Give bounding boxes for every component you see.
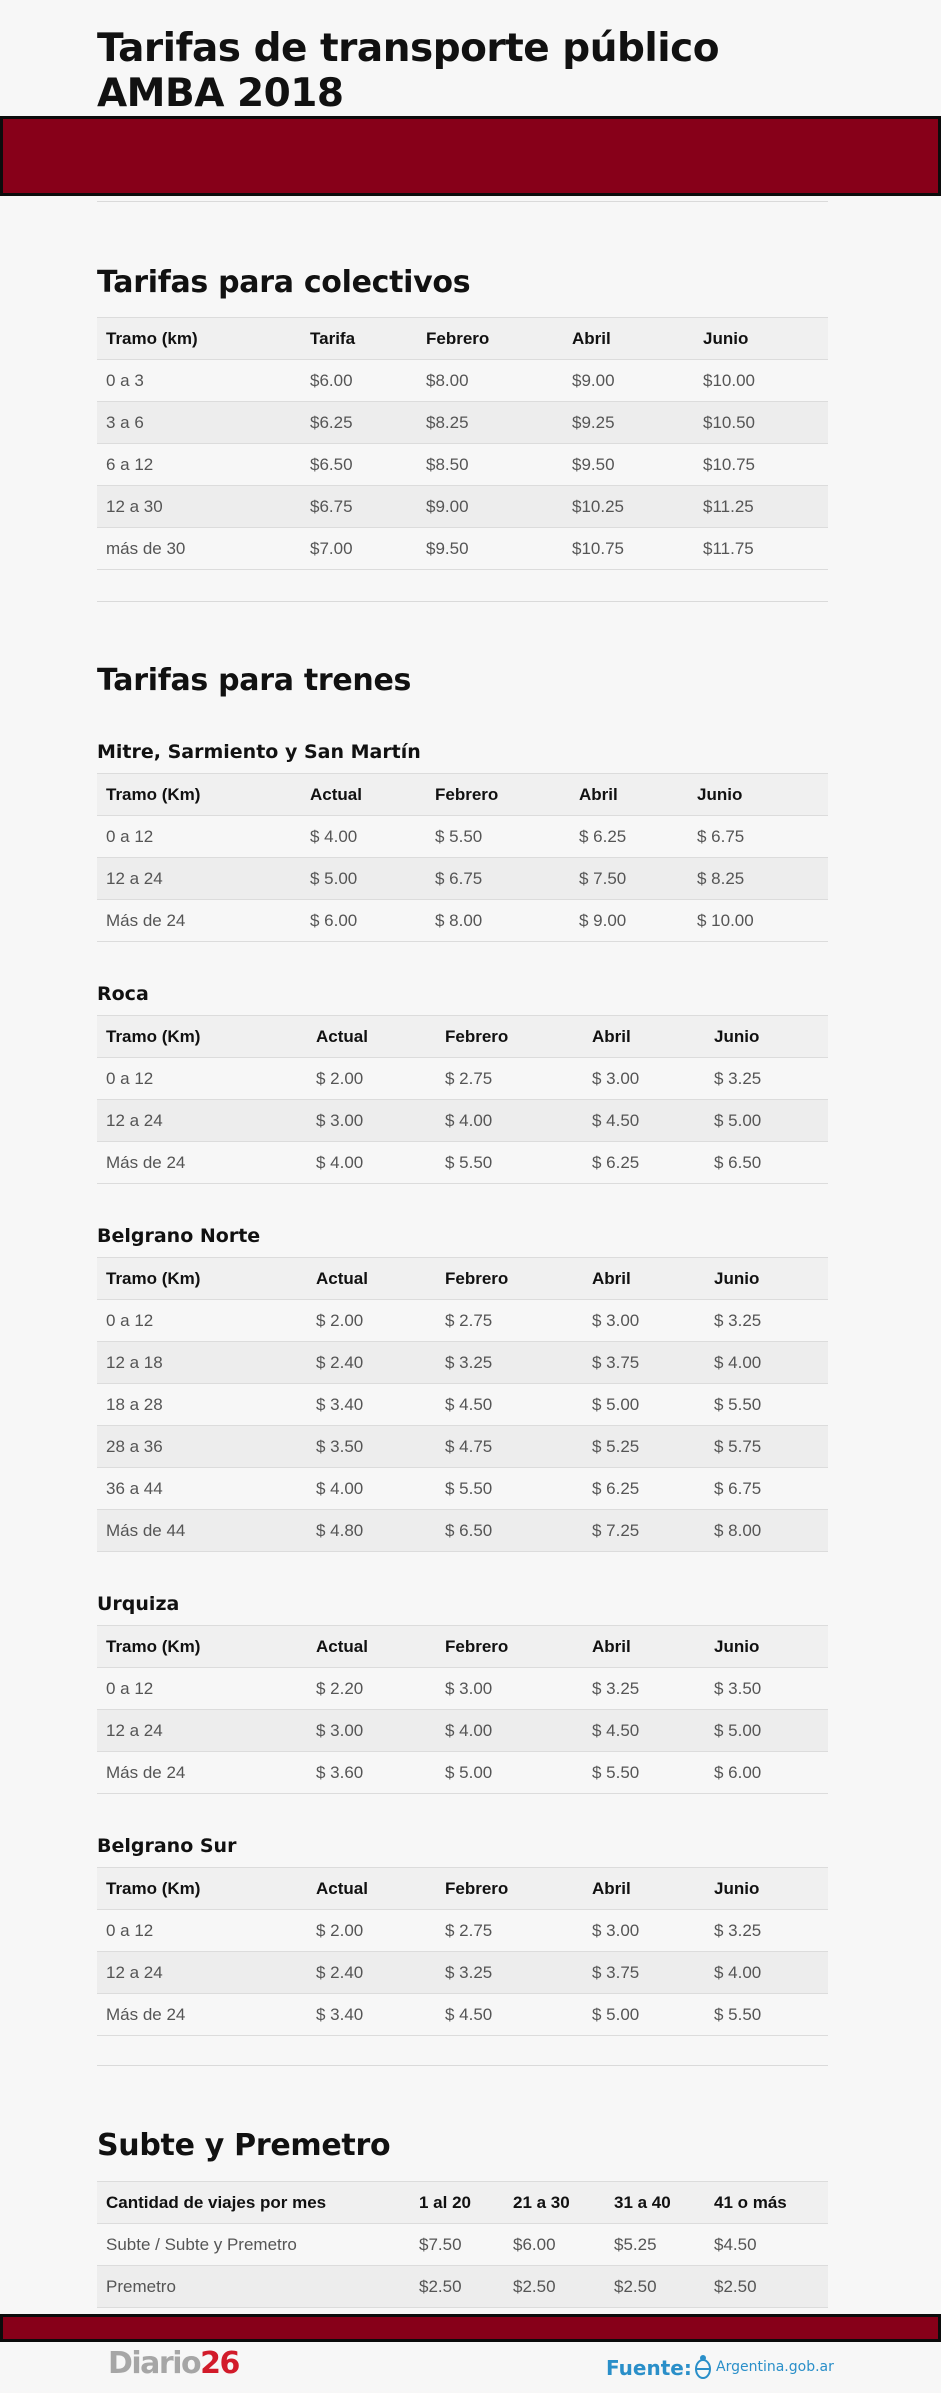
column-header: Febrero bbox=[436, 1016, 583, 1058]
table-header-row bbox=[97, 1016, 828, 1058]
table-cell: $ 4.00 bbox=[307, 1468, 436, 1510]
table-cell: 0 a 12 bbox=[97, 1668, 307, 1710]
table-cell: $ 2.75 bbox=[436, 1910, 583, 1952]
table-cell: $6.75 bbox=[301, 486, 417, 528]
table-cell: Más de 24 bbox=[97, 1752, 307, 1794]
table-cell: $ 4.50 bbox=[583, 1100, 705, 1142]
table-cell: $ 3.00 bbox=[583, 1058, 705, 1100]
table-cell: $ 3.00 bbox=[583, 1300, 705, 1342]
section-title-subte: Subte y Premetro bbox=[97, 2128, 391, 2163]
table-cell: $9.00 bbox=[563, 360, 694, 402]
line-title-roca: Roca bbox=[97, 983, 149, 1005]
page-title: Tarifas de transporte público AMBA 2018 bbox=[97, 26, 720, 116]
table-cell: $10.25 bbox=[563, 486, 694, 528]
table-row bbox=[97, 1668, 828, 1710]
table-row bbox=[97, 1994, 828, 2036]
column-header: Tramo (Km) bbox=[97, 1626, 307, 1668]
table-cell: $ 2.00 bbox=[307, 1300, 436, 1342]
table-row bbox=[97, 1510, 828, 1552]
table-cell: $ 4.50 bbox=[436, 1384, 583, 1426]
table-cell: $ 9.00 bbox=[570, 900, 688, 942]
table-row bbox=[97, 1426, 828, 1468]
table-cell: 12 a 30 bbox=[97, 486, 301, 528]
table-cell: $ 6.50 bbox=[705, 1142, 828, 1184]
table-cell: 0 a 12 bbox=[97, 816, 301, 858]
line-title-belgrano-norte: Belgrano Norte bbox=[97, 1225, 261, 1247]
column-header: Tramo (Km) bbox=[97, 1258, 307, 1300]
section-title-trenes: Tarifas para trenes bbox=[97, 663, 412, 698]
table-cell: $8.50 bbox=[417, 444, 563, 486]
table-cell: $ 4.00 bbox=[307, 1142, 436, 1184]
column-header: Tramo (Km) bbox=[97, 774, 301, 816]
table-cell: $11.25 bbox=[694, 486, 828, 528]
table-row bbox=[97, 1058, 828, 1100]
table-cell: $ 3.50 bbox=[705, 1668, 828, 1710]
table-row bbox=[97, 528, 828, 570]
table-cell: $ 5.00 bbox=[583, 1994, 705, 2036]
table-cell: $ 5.25 bbox=[583, 1426, 705, 1468]
table-cell: $6.00 bbox=[301, 360, 417, 402]
argentina-coat-of-arms-icon bbox=[694, 2354, 712, 2380]
bottom-banner bbox=[0, 2314, 941, 2342]
table-row bbox=[97, 1710, 828, 1752]
table-urquiza bbox=[97, 1625, 828, 1794]
column-header: 1 al 20 bbox=[410, 2182, 504, 2224]
column-header: Actual bbox=[307, 1258, 436, 1300]
table-cell: 3 a 6 bbox=[97, 402, 301, 444]
source-label: Fuente: bbox=[606, 2356, 692, 2380]
table-cell: $ 3.40 bbox=[307, 1994, 436, 2036]
top-banner bbox=[0, 116, 941, 196]
diario26-logo bbox=[108, 2344, 239, 2384]
table-row bbox=[97, 2224, 828, 2266]
table-cell: $6.25 bbox=[301, 402, 417, 444]
table-row bbox=[97, 1342, 828, 1384]
table-cell: $ 3.50 bbox=[307, 1426, 436, 1468]
table-cell: $ 8.00 bbox=[705, 1510, 828, 1552]
table-cell: $ 5.75 bbox=[705, 1426, 828, 1468]
table-cell: $ 7.50 bbox=[570, 858, 688, 900]
table-cell: $ 2.00 bbox=[307, 1910, 436, 1952]
column-header: Tramo (Km) bbox=[97, 1868, 307, 1910]
table-cell: $2.50 bbox=[410, 2266, 504, 2308]
table-row bbox=[97, 1384, 828, 1426]
table-row bbox=[97, 360, 828, 402]
table-cell: $ 3.00 bbox=[436, 1668, 583, 1710]
table-cell: $ 8.00 bbox=[426, 900, 570, 942]
table-row bbox=[97, 900, 828, 942]
table-cell: $ 6.75 bbox=[705, 1468, 828, 1510]
table-row bbox=[97, 1952, 828, 1994]
divider bbox=[97, 601, 828, 602]
column-header: Actual bbox=[307, 1626, 436, 1668]
logo-number: 26 bbox=[200, 2346, 239, 2381]
table-cell: $ 3.25 bbox=[583, 1668, 705, 1710]
table-cell: $ 6.25 bbox=[583, 1142, 705, 1184]
table-cell: 0 a 12 bbox=[97, 1910, 307, 1952]
column-header: Febrero bbox=[426, 774, 570, 816]
column-header: Actual bbox=[307, 1868, 436, 1910]
table-cell: $ 6.25 bbox=[570, 816, 688, 858]
table-mitre bbox=[97, 773, 828, 942]
table-cell: $6.50 bbox=[301, 444, 417, 486]
table-cell: 28 a 36 bbox=[97, 1426, 307, 1468]
column-header: Abril bbox=[570, 774, 688, 816]
table-cell: $6.00 bbox=[504, 2224, 605, 2266]
divider bbox=[97, 201, 828, 202]
table-cell: 0 a 3 bbox=[97, 360, 301, 402]
table-cell: $10.00 bbox=[694, 360, 828, 402]
table-cell: $9.25 bbox=[563, 402, 694, 444]
table-cell: Subte / Subte y Premetro bbox=[97, 2224, 410, 2266]
table-cell: $ 6.75 bbox=[426, 858, 570, 900]
table-cell: $ 2.75 bbox=[436, 1300, 583, 1342]
table-row bbox=[97, 1468, 828, 1510]
table-cell: 12 a 18 bbox=[97, 1342, 307, 1384]
table-cell: $ 3.25 bbox=[436, 1342, 583, 1384]
table-cell: $ 5.50 bbox=[583, 1752, 705, 1794]
table-cell: $ 6.50 bbox=[436, 1510, 583, 1552]
table-cell: $2.50 bbox=[504, 2266, 605, 2308]
table-cell: $ 3.25 bbox=[705, 1910, 828, 1952]
table-row bbox=[97, 486, 828, 528]
table-cell: $ 7.25 bbox=[583, 1510, 705, 1552]
table-cell: $ 5.50 bbox=[705, 1994, 828, 2036]
table-cell: $ 4.75 bbox=[436, 1426, 583, 1468]
table-cell: $4.50 bbox=[705, 2224, 828, 2266]
table-cell: $8.25 bbox=[417, 402, 563, 444]
column-header: Abril bbox=[583, 1016, 705, 1058]
table-cell: 12 a 24 bbox=[97, 858, 301, 900]
table-cell: $ 4.50 bbox=[583, 1710, 705, 1752]
table-cell: $ 3.00 bbox=[307, 1710, 436, 1752]
table-cell: $11.75 bbox=[694, 528, 828, 570]
table-row bbox=[97, 816, 828, 858]
table-cell: $ 4.50 bbox=[436, 1994, 583, 2036]
table-cell: Más de 24 bbox=[97, 900, 301, 942]
table-header-row bbox=[97, 1868, 828, 1910]
table-cell: $10.75 bbox=[563, 528, 694, 570]
column-header: Febrero bbox=[436, 1258, 583, 1300]
table-cell: $2.50 bbox=[705, 2266, 828, 2308]
table-row bbox=[97, 444, 828, 486]
table-cell: $ 4.00 bbox=[436, 1100, 583, 1142]
table-row bbox=[97, 402, 828, 444]
table-cell: $ 3.00 bbox=[307, 1100, 436, 1142]
column-header: Febrero bbox=[436, 1626, 583, 1668]
table-cell: $ 5.00 bbox=[583, 1384, 705, 1426]
table-cell: 36 a 44 bbox=[97, 1468, 307, 1510]
table-cell: $ 6.25 bbox=[583, 1468, 705, 1510]
table-cell: 12 a 24 bbox=[97, 1952, 307, 1994]
table-header-row bbox=[97, 2182, 828, 2224]
table-cell: $ 6.00 bbox=[705, 1752, 828, 1794]
column-header: 31 a 40 bbox=[605, 2182, 705, 2224]
column-header: Abril bbox=[583, 1868, 705, 1910]
column-header: Junio bbox=[705, 1626, 828, 1668]
section-title-colectivos: Tarifas para colectivos bbox=[97, 265, 471, 300]
table-row bbox=[97, 1100, 828, 1142]
column-header: Abril bbox=[583, 1626, 705, 1668]
column-header: Cantidad de viajes por mes bbox=[97, 2182, 410, 2224]
table-cell: $10.75 bbox=[694, 444, 828, 486]
table-cell: $ 2.75 bbox=[436, 1058, 583, 1100]
table-belgrano-norte bbox=[97, 1257, 828, 1552]
table-cell: Premetro bbox=[97, 2266, 410, 2308]
divider bbox=[97, 2065, 828, 2066]
table-cell: $9.50 bbox=[563, 444, 694, 486]
column-header: 21 a 30 bbox=[504, 2182, 605, 2224]
column-header: Abril bbox=[583, 1258, 705, 1300]
table-row bbox=[97, 2266, 828, 2308]
table-cell: $ 4.00 bbox=[705, 1342, 828, 1384]
table-cell: $ 3.25 bbox=[436, 1952, 583, 1994]
table-cell: $ 3.25 bbox=[705, 1300, 828, 1342]
table-cell: $ 4.80 bbox=[307, 1510, 436, 1552]
table-row bbox=[97, 1142, 828, 1184]
table-cell: más de 30 bbox=[97, 528, 301, 570]
table-cell: $7.00 bbox=[301, 528, 417, 570]
line-title-urquiza: Urquiza bbox=[97, 1593, 180, 1615]
table-row bbox=[97, 1910, 828, 1952]
table-cell: $ 8.25 bbox=[688, 858, 828, 900]
column-header: Tramo (km) bbox=[97, 318, 301, 360]
column-header: Febrero bbox=[417, 318, 563, 360]
table-cell: $ 5.50 bbox=[436, 1468, 583, 1510]
table-header-row bbox=[97, 1258, 828, 1300]
table-cell: $8.00 bbox=[417, 360, 563, 402]
table-cell: $ 2.00 bbox=[307, 1058, 436, 1100]
table-cell: $ 5.00 bbox=[436, 1752, 583, 1794]
table-cell: 0 a 12 bbox=[97, 1058, 307, 1100]
table-cell: $ 6.00 bbox=[301, 900, 426, 942]
table-cell: Más de 44 bbox=[97, 1510, 307, 1552]
table-cell: $ 3.25 bbox=[705, 1058, 828, 1100]
column-header: Junio bbox=[705, 1258, 828, 1300]
table-cell: $2.50 bbox=[605, 2266, 705, 2308]
line-title-mitre: Mitre, Sarmiento y San Martín bbox=[97, 741, 421, 763]
table-row bbox=[97, 858, 828, 900]
line-title-belgrano-sur: Belgrano Sur bbox=[97, 1835, 237, 1857]
table-cell: $ 4.00 bbox=[436, 1710, 583, 1752]
table-header-row bbox=[97, 774, 828, 816]
table-cell: $9.00 bbox=[417, 486, 563, 528]
table-belgrano-sur bbox=[97, 1867, 828, 2036]
table-cell: Más de 24 bbox=[97, 1142, 307, 1184]
table-subte bbox=[97, 2181, 828, 2308]
table-cell: 12 a 24 bbox=[97, 1710, 307, 1752]
table-cell: $ 3.00 bbox=[583, 1910, 705, 1952]
column-header: Tramo (Km) bbox=[97, 1016, 307, 1058]
table-cell: $ 4.00 bbox=[301, 816, 426, 858]
table-cell: $ 10.00 bbox=[688, 900, 828, 942]
table-cell: $ 5.00 bbox=[705, 1100, 828, 1142]
table-cell: $ 5.00 bbox=[301, 858, 426, 900]
source-logo bbox=[694, 2352, 834, 2382]
table-cell: $ 3.40 bbox=[307, 1384, 436, 1426]
table-cell: $10.50 bbox=[694, 402, 828, 444]
table-cell: Más de 24 bbox=[97, 1994, 307, 2036]
table-cell: $ 2.40 bbox=[307, 1952, 436, 1994]
table-cell: $ 5.50 bbox=[436, 1142, 583, 1184]
column-header: Actual bbox=[301, 774, 426, 816]
table-roca bbox=[97, 1015, 828, 1184]
table-header-row bbox=[97, 1626, 828, 1668]
table-colectivos bbox=[97, 317, 828, 570]
table-row bbox=[97, 1300, 828, 1342]
source-name: Argentina.gob.ar bbox=[716, 2359, 834, 2375]
table-cell: $7.50 bbox=[410, 2224, 504, 2266]
column-header: 41 o más bbox=[705, 2182, 828, 2224]
table-cell: $9.50 bbox=[417, 528, 563, 570]
column-header: Febrero bbox=[436, 1868, 583, 1910]
table-cell: $ 5.00 bbox=[705, 1710, 828, 1752]
column-header: Junio bbox=[705, 1868, 828, 1910]
table-cell: 12 a 24 bbox=[97, 1100, 307, 1142]
table-cell: 0 a 12 bbox=[97, 1300, 307, 1342]
table-cell: $ 5.50 bbox=[705, 1384, 828, 1426]
table-cell: $5.25 bbox=[605, 2224, 705, 2266]
table-cell: $ 2.40 bbox=[307, 1342, 436, 1384]
column-header: Junio bbox=[705, 1016, 828, 1058]
column-header: Abril bbox=[563, 318, 694, 360]
table-cell: $ 3.75 bbox=[583, 1952, 705, 1994]
logo-text: Diario bbox=[108, 2346, 201, 2381]
table-cell: $ 3.75 bbox=[583, 1342, 705, 1384]
table-cell: 6 a 12 bbox=[97, 444, 301, 486]
column-header: Junio bbox=[694, 318, 828, 360]
table-cell: 18 a 28 bbox=[97, 1384, 307, 1426]
table-row bbox=[97, 1752, 828, 1794]
column-header: Junio bbox=[688, 774, 828, 816]
table-header-row bbox=[97, 318, 828, 360]
table-cell: $ 4.00 bbox=[705, 1952, 828, 1994]
column-header: Actual bbox=[307, 1016, 436, 1058]
table-cell: $ 5.50 bbox=[426, 816, 570, 858]
column-header: Tarifa bbox=[301, 318, 417, 360]
table-cell: $ 2.20 bbox=[307, 1668, 436, 1710]
table-cell: $ 3.60 bbox=[307, 1752, 436, 1794]
table-cell: $ 6.75 bbox=[688, 816, 828, 858]
